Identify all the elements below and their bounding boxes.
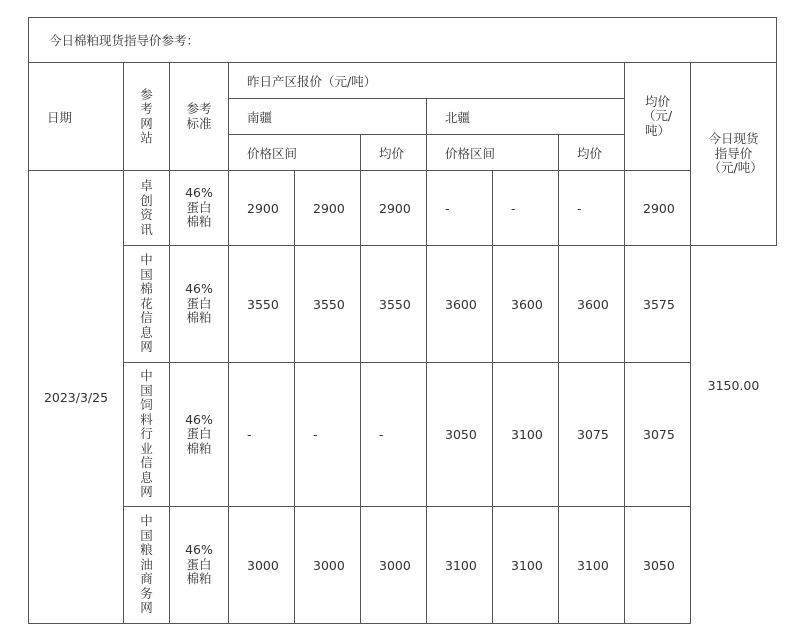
avg-cell: 3575 [625, 246, 691, 363]
avg-cell: 3050 [625, 507, 691, 624]
header-avg [625, 63, 691, 171]
south-high-cell: 3550 [295, 246, 361, 363]
north-high-cell: 3600 [493, 246, 559, 363]
header-standard-text: 参考标准 [186, 101, 212, 131]
standard-text: 46%蛋白棉粕 [185, 411, 213, 456]
vertical-text: 参考网站 [140, 86, 153, 145]
north-avg-cell: 3075 [559, 363, 625, 507]
header-standard [170, 63, 229, 171]
site-cell [124, 363, 170, 507]
vertical-text: 中国棉花信息网 [140, 252, 153, 355]
vertical-text: 卓创资讯 [140, 178, 153, 237]
header-south-range: 价格区间 [229, 135, 361, 171]
table-row [29, 246, 777, 363]
north-low-cell: 3100 [427, 507, 493, 624]
today-price: 3150.00 [707, 378, 760, 393]
site-cell [124, 246, 170, 363]
avg-cell: 2900 [625, 171, 691, 246]
south-high-cell: - [295, 363, 361, 507]
south-avg-cell: 3550 [361, 246, 427, 363]
standard-text: 46%蛋白棉粕 [185, 185, 213, 230]
south-low-cell: 3550 [229, 246, 295, 363]
north-avg-cell: 3100 [559, 507, 625, 624]
standard-text: 46%蛋白棉粕 [185, 542, 213, 587]
south-high-cell: 2900 [295, 171, 361, 246]
site-cell [124, 171, 170, 246]
standard-cell [170, 363, 229, 507]
north-low-cell: 3050 [427, 363, 493, 507]
south-low-cell: - [229, 363, 295, 507]
table-row [29, 171, 777, 246]
header-today-guide-text: 今日现货指导价（元/吨） [708, 131, 763, 176]
south-avg-cell: 3000 [361, 507, 427, 624]
header-south-avg: 均价 [361, 135, 427, 171]
south-avg-cell: - [361, 363, 427, 507]
north-high-cell: 3100 [493, 507, 559, 624]
south-avg-cell: 2900 [361, 171, 427, 246]
south-low-cell: 2900 [229, 171, 295, 246]
header-yesterday: 昨日产区报价（元/吨） [229, 63, 625, 99]
date-cell: 2023/3/25 [29, 171, 124, 624]
table-row [29, 507, 777, 624]
north-high-cell: 3100 [493, 363, 559, 507]
south-high-cell: 3000 [295, 507, 361, 624]
north-avg-cell: 3600 [559, 246, 625, 363]
header-today-guide [691, 63, 777, 246]
header-date: 日期 [29, 63, 124, 171]
price-table [28, 17, 777, 624]
north-avg-cell: - [559, 171, 625, 246]
south-low-cell: 3000 [229, 507, 295, 624]
table-row [29, 363, 777, 507]
table-caption: 今日棉粕现货指导价参考： [29, 18, 777, 63]
header-avg-text: 均价（元/吨） [642, 93, 673, 138]
north-high-cell: - [493, 171, 559, 246]
standard-cell [170, 171, 229, 246]
standard-cell [170, 507, 229, 624]
standard-text: 46%蛋白棉粕 [185, 281, 213, 326]
vertical-text: 中国饲料行业信息网 [140, 368, 153, 500]
standard-cell [170, 246, 229, 363]
header-north-range: 价格区间 [427, 135, 559, 171]
site-cell [124, 507, 170, 624]
north-low-cell: - [427, 171, 493, 246]
vertical-text: 中国粮油商务网 [140, 513, 153, 616]
north-low-cell: 3600 [427, 246, 493, 363]
header-south: 南疆 [229, 99, 427, 135]
header-north: 北疆 [427, 99, 625, 135]
header-site [124, 63, 170, 171]
avg-cell: 3075 [625, 363, 691, 507]
header-north-avg: 均价 [559, 135, 625, 171]
